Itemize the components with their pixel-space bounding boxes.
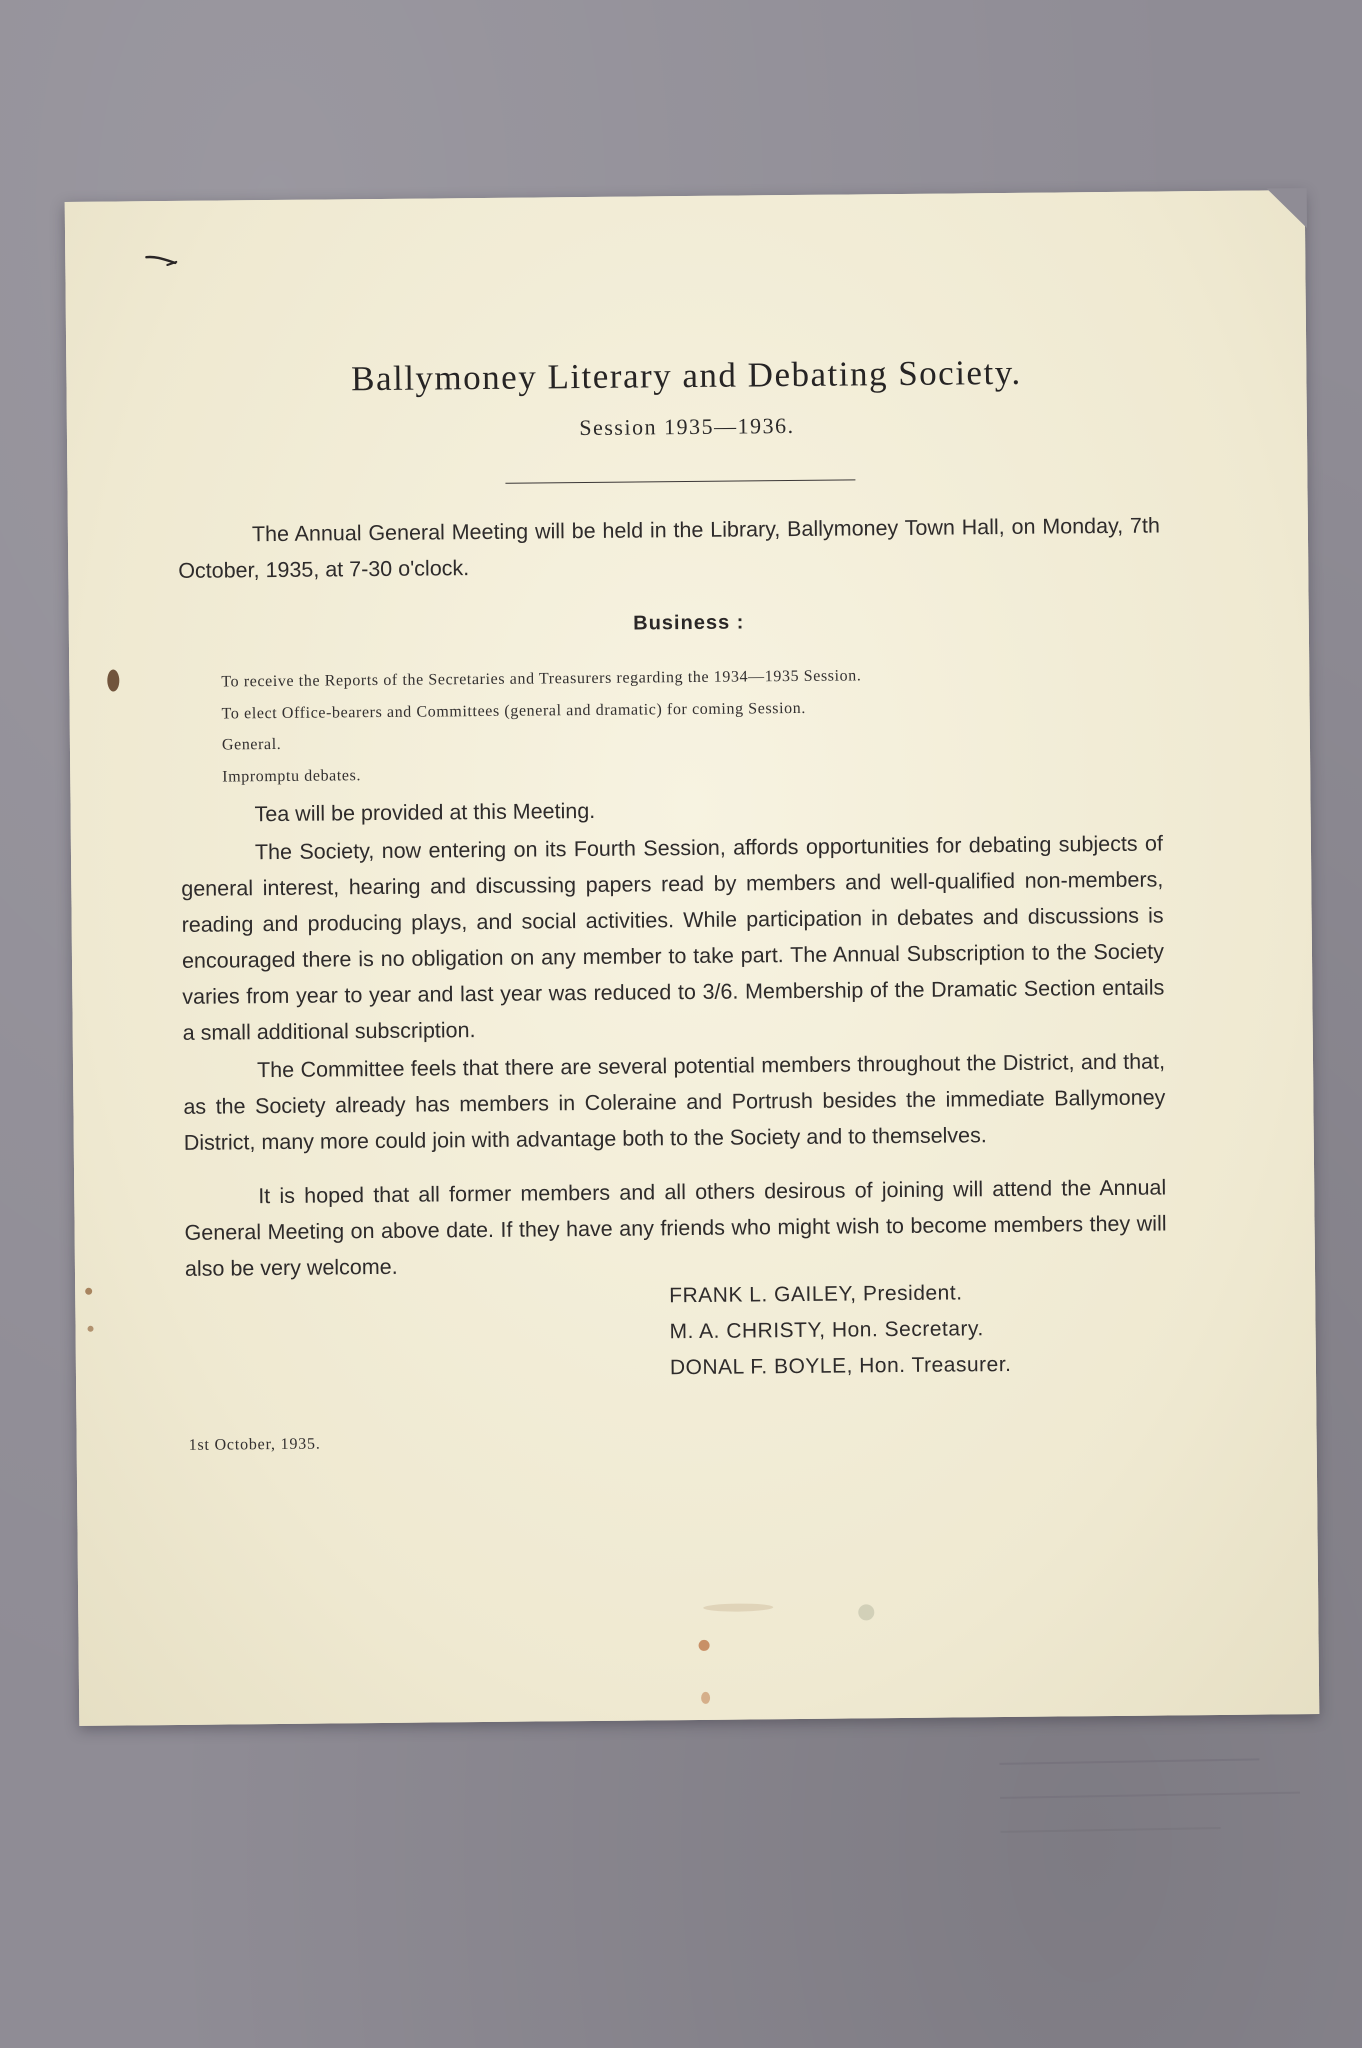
session-subtitle: Session 1935—1936. <box>579 412 795 441</box>
business-item: General. <box>221 735 282 754</box>
pen-mark-icon <box>145 253 181 267</box>
business-item: Impromptu debates. <box>222 766 362 786</box>
meeting-paragraph: The Annual General Meeting will be held in the Library, Ballymoney Town Hall, on Monday, 7th October, 1935, at 7-30 o'clock. <box>178 513 1160 583</box>
backdrop-sheet-faint-text <box>999 1749 1330 1843</box>
business-item: To elect Office-bearers and Committees (general and dramatic) for coming Session. <box>221 699 807 723</box>
hoped-paragraph: It is hoped that all former members and all others desirous of joining will attend the Annual General Meeting on above date. If they have any friends who might wish to become members they will also be very welcome. <box>184 1175 1167 1281</box>
committee-paragraph: The Committee feels that there are several potential members throughout the District, and that, as the Society already has members in Coleraine and Portrush besides the immediate Ballymoney District, many more could join with advantage both to the Society and to themselves. <box>183 1049 1166 1155</box>
folded-corner <box>1267 188 1307 228</box>
title-divider <box>505 479 855 483</box>
document-date: 1st October, 1935. <box>188 1435 321 1454</box>
rust-spot <box>88 1326 94 1332</box>
signatory-secretary: M. A. CHRISTY, Hon. Secretary. <box>669 1317 984 1344</box>
rust-spot <box>699 1640 710 1651</box>
document-title: Ballymoney Literary and Debating Society. <box>350 352 1022 399</box>
business-list <box>221 658 1122 793</box>
signatory-list <box>669 1275 1012 1386</box>
signatory-president: FRANK L. GAILEY, President. <box>669 1281 963 1308</box>
ink-blot <box>107 669 119 691</box>
rust-spot <box>85 1288 92 1295</box>
signatory-treasurer: DONAL F. BOYLE, Hon. Treasurer. <box>669 1352 1012 1380</box>
smudge <box>858 1604 874 1620</box>
rust-spot <box>701 1692 710 1704</box>
business-heading: Business : <box>633 611 745 635</box>
document-sheet <box>65 190 1320 1726</box>
tea-note: Tea will be provided at this Meeting. <box>254 798 596 827</box>
business-item: To receive the Reports of the Secretaries and Treasurers regarding the 1934—1935 Session. <box>221 667 862 691</box>
society-paragraph: The Society, now entering on its Fourth Session, affords opportunities for debating subjects of general interest, hearing and discussing papers read by members and well-qualified non-members, reading and producing plays, and social activities. While participation in debates and discussions is encouraged there is no obligation on any member to take part. The Annual Subscription to the Society varies from year to year and last year was reduced to 3/6. Membership of the Dramatic Section entails a small additional subscription. <box>181 831 1165 1045</box>
smudge <box>703 1603 773 1612</box>
